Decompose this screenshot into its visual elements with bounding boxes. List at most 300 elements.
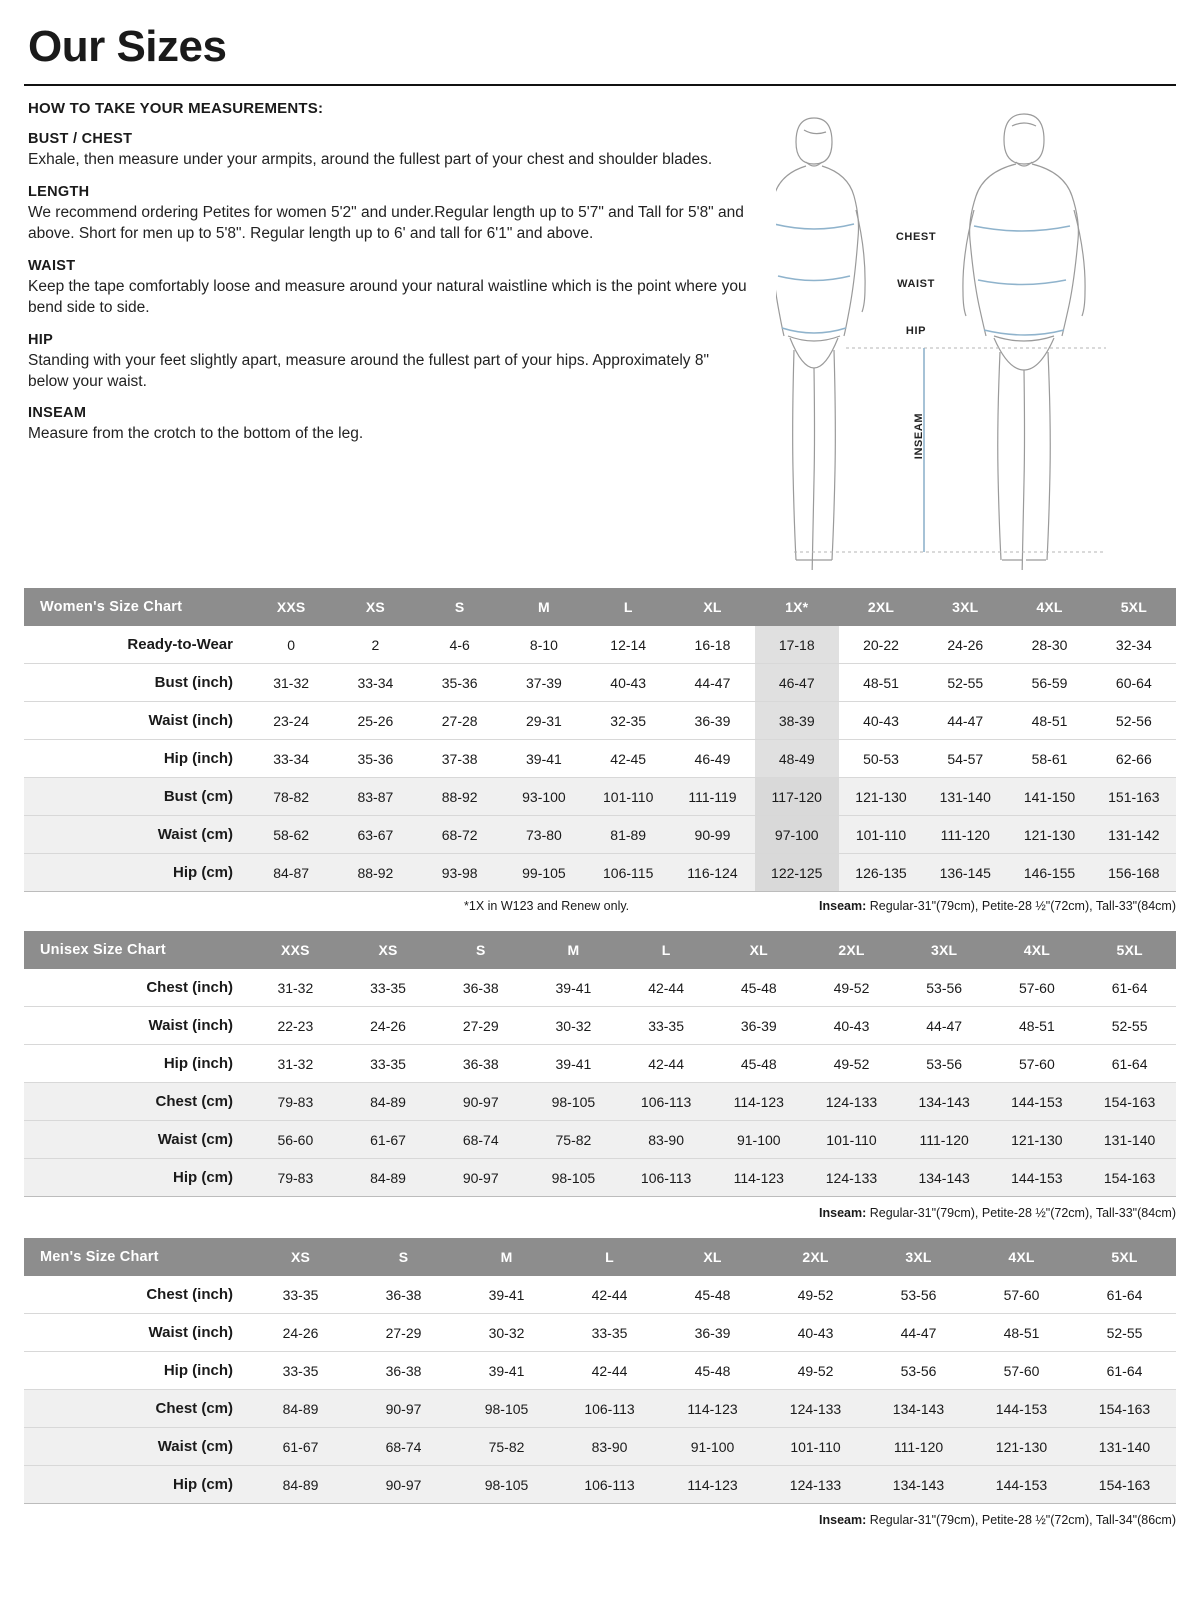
row-label: Waist (cm) (24, 1121, 249, 1159)
cell: 106-113 (620, 1083, 713, 1121)
cell: 45-48 (712, 1045, 805, 1083)
cell: 124-133 (805, 1083, 898, 1121)
cell: 79-83 (249, 1083, 342, 1121)
cell: 12-14 (586, 626, 670, 664)
mens-size-chart-section (24, 1238, 1176, 1527)
cell: 131-140 (923, 778, 1007, 816)
table-row (24, 702, 1176, 740)
row-label: Hip (inch) (24, 740, 249, 778)
column-header: 3XL (898, 931, 991, 969)
table-row (24, 816, 1176, 854)
cell: 131-140 (1083, 1121, 1176, 1159)
cell: 52-55 (923, 664, 1007, 702)
unisex-size-table (24, 931, 1176, 1197)
cell: 57-60 (991, 1045, 1084, 1083)
column-header: 5XL (1092, 588, 1176, 626)
cell: 32-35 (586, 702, 670, 740)
cell: 42-44 (558, 1352, 661, 1390)
inseam-label: INSEAM (913, 412, 925, 460)
cell: 46-49 (670, 740, 754, 778)
column-header: 1X* (755, 588, 839, 626)
inseam-guides (794, 348, 1106, 552)
cell: 121-130 (1007, 816, 1091, 854)
cell: 79-83 (249, 1159, 342, 1197)
cell: 62-66 (1092, 740, 1176, 778)
column-header: 4XL (1007, 588, 1091, 626)
cell: 16-18 (670, 626, 754, 664)
male-measure-lines (974, 226, 1070, 335)
table-header-row (24, 588, 1176, 626)
cell: 44-47 (923, 702, 1007, 740)
title-divider (24, 84, 1176, 86)
cell: 122-125 (755, 854, 839, 892)
column-header: XL (670, 588, 754, 626)
row-label: Waist (cm) (24, 816, 249, 854)
unisex-chart-title: Unisex Size Chart (24, 931, 249, 969)
cell: 33-35 (249, 1276, 352, 1314)
cell: 134-143 (898, 1159, 991, 1197)
table-header-row (24, 1238, 1176, 1276)
cell: 84-89 (342, 1083, 435, 1121)
cell: 111-119 (670, 778, 754, 816)
cell: 90-97 (352, 1466, 455, 1504)
cell: 98-105 (527, 1083, 620, 1121)
cell: 75-82 (455, 1428, 558, 1466)
cell: 36-39 (670, 702, 754, 740)
cell: 42-44 (620, 969, 713, 1007)
cell: 134-143 (867, 1390, 970, 1428)
cell: 58-61 (1007, 740, 1091, 778)
row-label: Bust (cm) (24, 778, 249, 816)
body-diagram (776, 100, 1176, 570)
cell: 48-51 (991, 1007, 1084, 1045)
row-label: Chest (inch) (24, 969, 249, 1007)
cell: 45-48 (712, 969, 805, 1007)
cell: 23-24 (249, 702, 333, 740)
cell: 106-113 (558, 1466, 661, 1504)
measurement-block-waist (28, 258, 776, 319)
cell: 31-32 (249, 1045, 342, 1083)
cell: 22-23 (249, 1007, 342, 1045)
womens-chart-title: Women's Size Chart (24, 588, 249, 626)
table-row (24, 1007, 1176, 1045)
cell: 24-26 (923, 626, 1007, 664)
cell: 35-36 (418, 664, 502, 702)
cell: 111-120 (898, 1121, 991, 1159)
table-header-row (24, 931, 1176, 969)
body-figures-svg (776, 100, 1176, 570)
cell: 36-38 (434, 969, 527, 1007)
cell: 33-34 (249, 740, 333, 778)
womens-notes (24, 899, 1176, 913)
measurement-body: Standing with your feet slightly apart, measure around the fullest part of your hips. Approximately 8" below your waist. (28, 351, 709, 390)
inseam-note-label: Inseam: (819, 1513, 867, 1527)
cell: 124-133 (764, 1390, 867, 1428)
table-row (24, 626, 1176, 664)
cell: 36-38 (352, 1352, 455, 1390)
cell: 114-123 (661, 1466, 764, 1504)
table-row (24, 1159, 1176, 1197)
cell: 42-44 (558, 1276, 661, 1314)
cell: 52-55 (1073, 1314, 1176, 1352)
cell: 61-64 (1073, 1352, 1176, 1390)
mens-chart-title: Men's Size Chart (24, 1238, 249, 1276)
column-header: 2XL (839, 588, 923, 626)
cell: 48-51 (1007, 702, 1091, 740)
cell: 88-92 (418, 778, 502, 816)
cell: 111-120 (867, 1428, 970, 1466)
column-header: 5XL (1073, 1238, 1176, 1276)
measurement-body: Exhale, then measure under your armpits, around the fullest part of your chest and shoulder blades. (28, 151, 713, 168)
table-row (24, 1466, 1176, 1504)
unisex-inseam-note (24, 1206, 1176, 1220)
inseam-note-label: Inseam: (819, 899, 867, 913)
cell: 36-39 (712, 1007, 805, 1045)
mens-size-table (24, 1238, 1176, 1504)
cell: 84-89 (342, 1159, 435, 1197)
cell: 126-135 (839, 854, 923, 892)
cell: 90-97 (434, 1159, 527, 1197)
cell: 60-64 (1092, 664, 1176, 702)
measurement-block-bust (28, 131, 776, 171)
cell: 58-62 (249, 816, 333, 854)
womens-footnote: *1X in W123 and Renew only. (464, 899, 630, 913)
cell: 56-59 (1007, 664, 1091, 702)
cell: 33-35 (342, 969, 435, 1007)
cell: 42-45 (586, 740, 670, 778)
row-label: Waist (cm) (24, 1428, 249, 1466)
cell: 114-123 (712, 1083, 805, 1121)
cell: 131-142 (1092, 816, 1176, 854)
hip-label: HIP (905, 325, 927, 337)
cell: 98-105 (455, 1390, 558, 1428)
cell: 144-153 (970, 1466, 1073, 1504)
womens-inseam-note (819, 899, 1176, 913)
cell: 39-41 (527, 969, 620, 1007)
cell: 61-67 (249, 1428, 352, 1466)
cell: 117-120 (755, 778, 839, 816)
cell: 40-43 (586, 664, 670, 702)
cell: 121-130 (970, 1428, 1073, 1466)
row-label: Chest (cm) (24, 1390, 249, 1428)
cell: 36-38 (352, 1276, 455, 1314)
cell: 28-30 (1007, 626, 1091, 664)
row-label: Bust (inch) (24, 664, 249, 702)
column-header: S (352, 1238, 455, 1276)
cell: 61-64 (1073, 1276, 1176, 1314)
row-label: Waist (inch) (24, 702, 249, 740)
cell: 81-89 (586, 816, 670, 854)
table-row (24, 1314, 1176, 1352)
column-header: XXS (249, 588, 333, 626)
table-row (24, 854, 1176, 892)
inseam-note-text: Regular-31"(79cm), Petite-28 ½"(72cm), Tall-34"(86cm) (866, 1513, 1176, 1527)
cell: 144-153 (970, 1390, 1073, 1428)
cell: 53-56 (898, 1045, 991, 1083)
cell: 33-35 (558, 1314, 661, 1352)
cell: 39-41 (455, 1352, 558, 1390)
measurement-instructions (24, 100, 776, 458)
cell: 83-87 (333, 778, 417, 816)
measurement-body: We recommend ordering Petites for women 5'2" and under.Regular length up to 5'7" and Tall for 5'8" and above. Short for men up to 5'8". Regular length up to 6' and tall for 6'1" and above. (28, 203, 744, 242)
column-header: XS (342, 931, 435, 969)
cell: 24-26 (342, 1007, 435, 1045)
cell: 49-52 (764, 1352, 867, 1390)
cell: 101-110 (764, 1428, 867, 1466)
cell: 39-41 (527, 1045, 620, 1083)
cell: 111-120 (923, 816, 1007, 854)
cell: 154-163 (1073, 1390, 1176, 1428)
cell: 39-41 (455, 1276, 558, 1314)
row-label: Chest (cm) (24, 1083, 249, 1121)
unisex-size-chart-section (24, 931, 1176, 1220)
cell: 61-64 (1083, 1045, 1176, 1083)
table-row (24, 1276, 1176, 1314)
row-label: Hip (inch) (24, 1045, 249, 1083)
cell: 98-105 (527, 1159, 620, 1197)
column-header: M (527, 931, 620, 969)
cell: 114-123 (712, 1159, 805, 1197)
cell: 68-74 (352, 1428, 455, 1466)
table-row (24, 778, 1176, 816)
cell: 98-105 (455, 1466, 558, 1504)
cell: 121-130 (991, 1121, 1084, 1159)
cell: 27-29 (434, 1007, 527, 1045)
cell: 33-35 (342, 1045, 435, 1083)
cell: 57-60 (970, 1352, 1073, 1390)
measurement-heading: INSEAM (28, 405, 87, 422)
cell: 53-56 (867, 1276, 970, 1314)
cell: 101-110 (839, 816, 923, 854)
table-row (24, 969, 1176, 1007)
cell: 29-31 (502, 702, 586, 740)
cell: 27-29 (352, 1314, 455, 1352)
cell: 83-90 (620, 1121, 713, 1159)
measurement-section (24, 100, 1176, 570)
cell: 84-89 (249, 1466, 352, 1504)
cell: 134-143 (867, 1466, 970, 1504)
cell: 42-44 (620, 1045, 713, 1083)
cell: 40-43 (839, 702, 923, 740)
cell: 46-47 (755, 664, 839, 702)
cell: 36-38 (434, 1045, 527, 1083)
table-row (24, 1428, 1176, 1466)
cell: 44-47 (670, 664, 754, 702)
cell: 106-113 (620, 1159, 713, 1197)
column-header: XL (661, 1238, 764, 1276)
cell: 56-60 (249, 1121, 342, 1159)
cell: 90-97 (434, 1083, 527, 1121)
cell: 38-39 (755, 702, 839, 740)
cell: 30-32 (527, 1007, 620, 1045)
cell: 24-26 (249, 1314, 352, 1352)
cell: 33-35 (620, 1007, 713, 1045)
cell: 121-130 (839, 778, 923, 816)
cell: 78-82 (249, 778, 333, 816)
cell: 40-43 (764, 1314, 867, 1352)
cell: 88-92 (333, 854, 417, 892)
cell: 52-55 (1083, 1007, 1176, 1045)
cell: 156-168 (1092, 854, 1176, 892)
row-label: Hip (cm) (24, 1466, 249, 1504)
column-header: 2XL (805, 931, 898, 969)
cell: 25-26 (333, 702, 417, 740)
cell: 136-145 (923, 854, 1007, 892)
waist-label: WAIST (897, 278, 935, 290)
column-header: XS (333, 588, 417, 626)
chest-label: CHEST (895, 231, 937, 243)
cell: 53-56 (867, 1352, 970, 1390)
measurement-body: Keep the tape comfortably loose and measure around your natural waistline which is the point where you bend side to side. (28, 277, 747, 316)
womens-size-chart-section (24, 588, 1176, 913)
cell: 17-18 (755, 626, 839, 664)
column-header: S (418, 588, 502, 626)
cell: 144-153 (991, 1083, 1084, 1121)
female-figure-icon (776, 118, 865, 570)
column-header: XL (712, 931, 805, 969)
cell: 124-133 (805, 1159, 898, 1197)
inseam-note-text: Regular-31"(79cm), Petite-28 ½"(72cm), Tall-33"(84cm) (866, 1206, 1176, 1220)
cell: 48-49 (755, 740, 839, 778)
cell: 0 (249, 626, 333, 664)
cell: 37-39 (502, 664, 586, 702)
cell: 54-57 (923, 740, 1007, 778)
measurement-heading: LENGTH (28, 183, 90, 200)
cell: 36-39 (661, 1314, 764, 1352)
cell: 4-6 (418, 626, 502, 664)
male-figure-icon (963, 114, 1085, 570)
measurement-body: Measure from the crotch to the bottom of the leg. (28, 425, 364, 443)
cell: 8-10 (502, 626, 586, 664)
cell: 30-32 (455, 1314, 558, 1352)
cell: 106-115 (586, 854, 670, 892)
cell: 33-34 (333, 664, 417, 702)
cell: 44-47 (898, 1007, 991, 1045)
cell: 32-34 (1092, 626, 1176, 664)
inseam-note-text: Regular-31"(79cm), Petite-28 ½"(72cm), Tall-33"(84cm) (866, 899, 1176, 913)
cell: 57-60 (970, 1276, 1073, 1314)
cell: 48-51 (839, 664, 923, 702)
cell: 84-89 (249, 1390, 352, 1428)
page-title: Our Sizes (28, 22, 227, 71)
cell: 39-41 (502, 740, 586, 778)
cell: 48-51 (970, 1314, 1073, 1352)
cell: 90-97 (352, 1390, 455, 1428)
row-label: Ready-to-Wear (24, 626, 249, 664)
cell: 106-113 (558, 1390, 661, 1428)
cell: 146-155 (1007, 854, 1091, 892)
table-row (24, 664, 1176, 702)
cell: 134-143 (898, 1083, 991, 1121)
howto-heading: HOW TO TAKE YOUR MEASUREMENTS: (28, 100, 324, 117)
column-header: 3XL (867, 1238, 970, 1276)
female-measure-lines (776, 224, 854, 333)
cell: 68-74 (434, 1121, 527, 1159)
table-row (24, 1390, 1176, 1428)
measurement-heading: WAIST (28, 257, 76, 274)
cell: 44-47 (867, 1314, 970, 1352)
column-header: XXS (249, 931, 342, 969)
cell: 75-82 (527, 1121, 620, 1159)
mens-inseam-note (24, 1513, 1176, 1527)
table-row (24, 1121, 1176, 1159)
cell: 116-124 (670, 854, 754, 892)
cell: 49-52 (805, 969, 898, 1007)
cell: 99-105 (502, 854, 586, 892)
cell: 131-140 (1073, 1428, 1176, 1466)
measurement-heading: HIP (28, 331, 54, 348)
cell: 93-100 (502, 778, 586, 816)
cell: 52-56 (1092, 702, 1176, 740)
cell: 90-99 (670, 816, 754, 854)
row-label: Waist (inch) (24, 1314, 249, 1352)
column-header: 5XL (1083, 931, 1176, 969)
column-header: S (434, 931, 527, 969)
cell: 35-36 (333, 740, 417, 778)
cell: 31-32 (249, 664, 333, 702)
cell: 63-67 (333, 816, 417, 854)
table-row (24, 1083, 1176, 1121)
cell: 144-153 (991, 1159, 1084, 1197)
cell: 141-150 (1007, 778, 1091, 816)
cell: 73-80 (502, 816, 586, 854)
column-header: L (620, 931, 713, 969)
measurement-block-inseam (28, 405, 776, 445)
column-header: L (558, 1238, 661, 1276)
cell: 114-123 (661, 1390, 764, 1428)
cell: 154-163 (1083, 1083, 1176, 1121)
cell: 124-133 (764, 1466, 867, 1504)
row-label: Waist (inch) (24, 1007, 249, 1045)
cell: 101-110 (586, 778, 670, 816)
cell: 154-163 (1083, 1159, 1176, 1197)
cell: 61-67 (342, 1121, 435, 1159)
table-row (24, 1045, 1176, 1083)
cell: 91-100 (712, 1121, 805, 1159)
cell: 31-32 (249, 969, 342, 1007)
measurement-heading: BUST / CHEST (28, 131, 133, 147)
cell: 83-90 (558, 1428, 661, 1466)
cell: 37-38 (418, 740, 502, 778)
cell: 50-53 (839, 740, 923, 778)
cell: 97-100 (755, 816, 839, 854)
cell: 49-52 (805, 1045, 898, 1083)
row-label: Hip (cm) (24, 1159, 249, 1197)
cell: 91-100 (661, 1428, 764, 1466)
column-header: 4XL (970, 1238, 1073, 1276)
cell: 53-56 (898, 969, 991, 1007)
inseam-note-label: Inseam: (819, 1206, 867, 1220)
cell: 40-43 (805, 1007, 898, 1045)
column-header: M (502, 588, 586, 626)
cell: 93-98 (418, 854, 502, 892)
column-header: M (455, 1238, 558, 1276)
column-header: XS (249, 1238, 352, 1276)
cell: 154-163 (1073, 1466, 1176, 1504)
table-row (24, 1352, 1176, 1390)
row-label: Hip (inch) (24, 1352, 249, 1390)
measurement-block-length (28, 184, 776, 245)
cell: 45-48 (661, 1352, 764, 1390)
cell: 68-72 (418, 816, 502, 854)
cell: 20-22 (839, 626, 923, 664)
measurement-block-hip (28, 332, 776, 393)
row-label: Hip (cm) (24, 854, 249, 892)
womens-size-table (24, 588, 1176, 892)
cell: 151-163 (1092, 778, 1176, 816)
column-header: L (586, 588, 670, 626)
table-row (24, 740, 1176, 778)
